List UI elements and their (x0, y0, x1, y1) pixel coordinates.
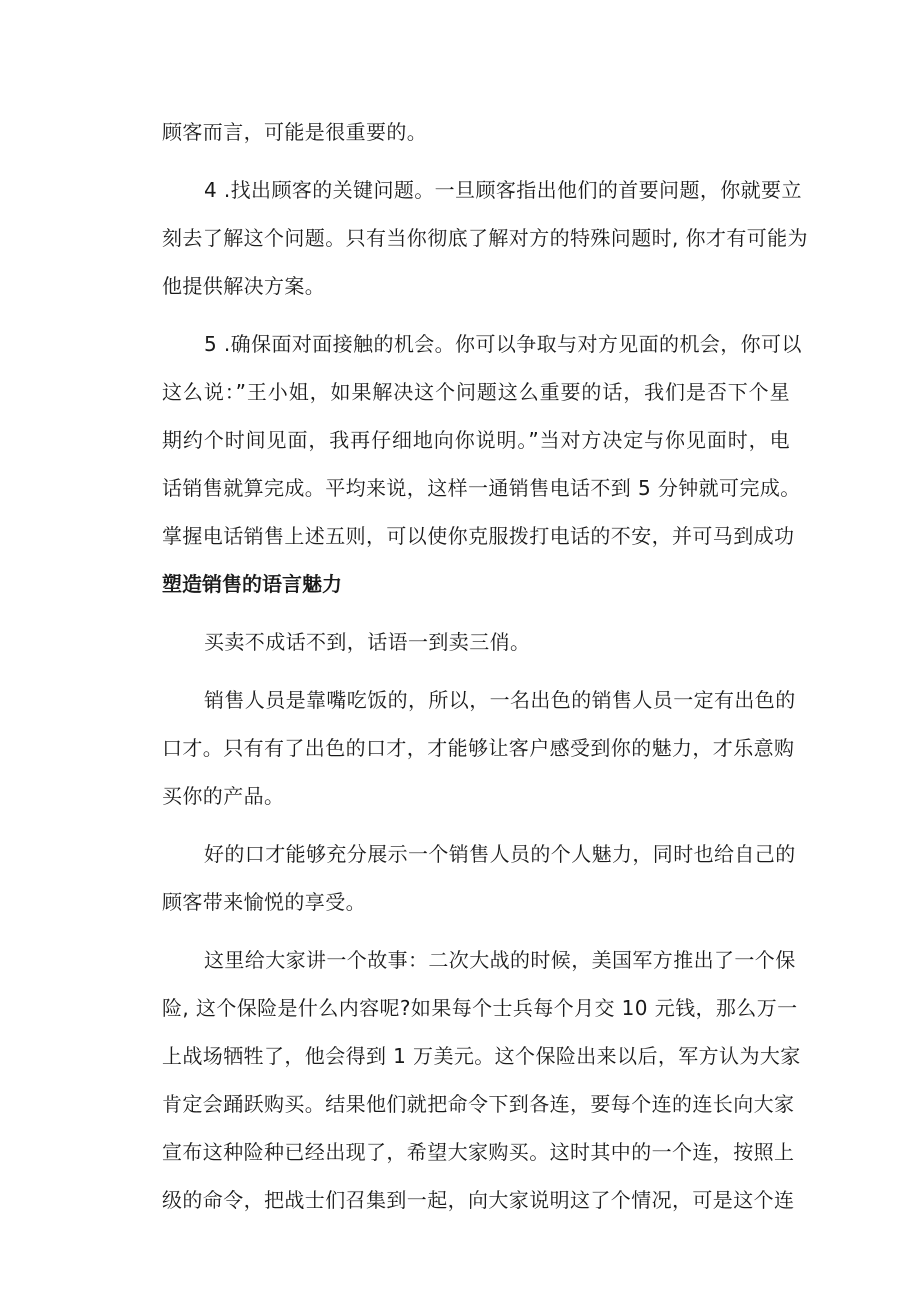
text-line: 话销售就算完成。平均来说，这样一通销售电话不到 5 分钟就可完成。 (162, 476, 801, 500)
text-line: 期约个时间见面，我再仔细地向你说明。”当对方决定与你见面时，电 (162, 428, 790, 452)
text-line: 这里给大家讲一个故事：二次大战的时候，美国军方推出了一个保 (204, 948, 796, 972)
text-line: 销售人员是靠嘴吃饭的，所以，一名出色的销售人员一定有出色的 (204, 688, 796, 712)
text-line: 这么说：”王小姐，如果解决这个问题这么重要的话，我们是否下个星 (162, 380, 790, 404)
paragraph-charm (162, 830, 796, 926)
text-line: 他提供解决方案。 (162, 274, 326, 298)
paragraph-eloquence (162, 676, 796, 820)
text-line: 险, 这个保险是什么内容呢?如果每个士兵每个月交 10 元钱，那么万一 (162, 996, 798, 1020)
text-line: 口才。只有有了出色的口才，才能够让客户感受到你的魅力，才乐意购 (162, 736, 795, 760)
text-line: 顾客带来愉悦的享受。 (162, 890, 366, 914)
document-body (162, 108, 808, 1224)
text-line: 顾客而言，可能是很重要的。 (162, 120, 428, 144)
text-line: 掌握电话销售上述五则，可以使你克服拨打电话的不安，并可马到成功 (162, 524, 795, 548)
paragraph-point-5 (162, 320, 802, 560)
paragraph-story (162, 936, 801, 1224)
paragraph-continuation (162, 108, 790, 156)
text-line: 买卖不成话不到，话语一到卖三俏。 (204, 630, 531, 654)
section-heading: 塑造销售的语言魅力 (162, 572, 342, 596)
text-line: 5 .确保面对面接触的机会。你可以争取与对方见面的机会，你可以 (204, 332, 802, 356)
text-line: 好的口才能够充分展示一个销售人员的个人魅力，同时也给自己的 (204, 842, 796, 866)
paragraph-proverb (162, 618, 790, 666)
text-line: 4 .找出顾客的关键问题。一旦顾客指出他们的首要问题，你就要立 (204, 178, 802, 202)
text-line: 刻去了解这个问题。只有当你彻底了解对方的特殊问题时, 你才有可能为 (162, 226, 808, 250)
text-line: 上战场牺牲了，他会得到 1 万美元。这个保险出来以后，军方认为大家 (162, 1044, 801, 1068)
text-line: 肯定会踊跃购买。结果他们就把命令下到各连，要每个连的连长向大家 (162, 1092, 795, 1116)
text-line: 宣布这种险种已经出现了，希望大家购买。这时其中的一个连，按照上 (162, 1140, 795, 1164)
paragraph-point-4 (162, 166, 808, 310)
text-line: 买你的产品。 (162, 784, 285, 808)
text-line: 级的命令，把战士们召集到一起，向大家说明这了个情况，可是这个连 (162, 1188, 795, 1212)
